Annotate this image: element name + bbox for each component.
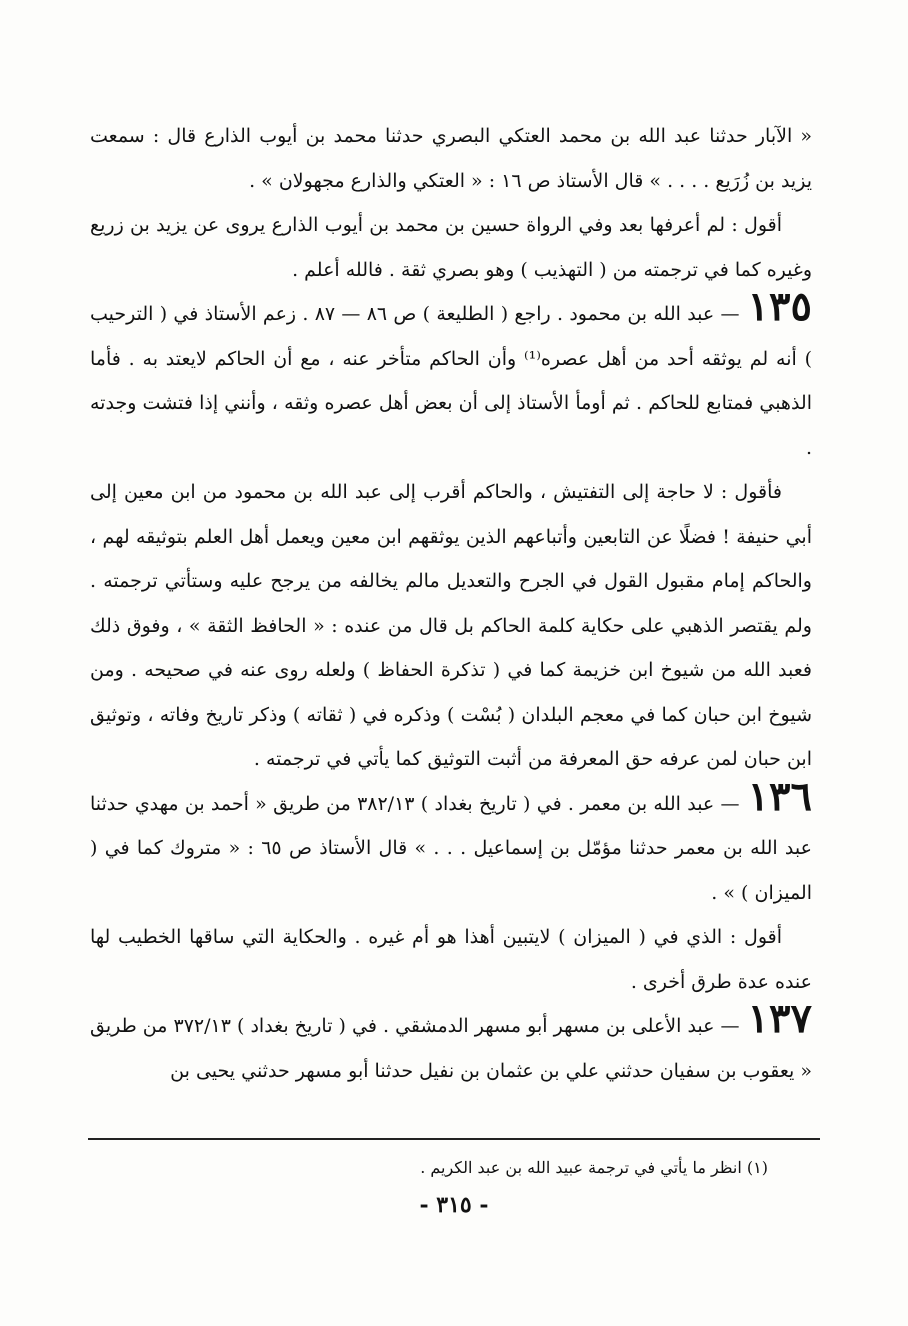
entry-number: ١٣٥ [747,283,812,330]
entry-137 [90,995,812,1093]
paragraph-6 [90,915,812,1004]
paragraph-text: — عبد الله بن محمود . راجع ( الطليعة ) ص ٨٦ — ٨٧ . زعم الأستاذ في ( الترحيب ) أنه لم يوثقه أحد من أهل عصره⁽¹⁾ وأن الحاكم متأخر عنه ، مع أن الحاكم لايعتد به . فأما الذهبي فمتابع للحاكم . ثم أومأ الأستاذ إلى أن بعض أهل عصره وثقه ، وأنني إذا فتشت وجدته . [90,303,812,459]
paragraph-text: أقول : لم أعرفها بعد وفي الرواة حسين بن محمد بن أيوب الذارع يروى عن يزيد بن زريع وغيره كما في ترجمته من ( التهذيب ) وهو بصري ثقة . فالله أعلم . [90,214,812,281]
paragraph-2 [90,203,812,292]
footnote-divider [88,1138,820,1140]
entry-136 [90,772,813,916]
paragraph-1 [90,114,812,203]
entry-number: ١٣٦ [747,772,813,820]
footnote: (١) انظر ما يأتي في ترجمة عبيد الله بن عبد الكريم . [420,1158,768,1177]
paragraph-text: فأقول : لا حاجة إلى التفتيش ، والحاكم أقرب إلى عبد الله بن محمود من ابن معين إلى أبي حنيفة ! فضلًا عن التابعين وأتباعهم الذين يوثقهم ابن معين ويعمل أهل العلم بتوثيقه لهم ، والحاكم إمام مقبول القول في الجرح والتعديل مالم يخالفه من يرجح عليه وستأتي ترجمته . ولم يقتصر الذهبي على حكاية كلمة الحاكم بل قال من عنده : « الحافظ الثقة » ، وفوق ذلك فعبد الله من شيوخ ابن خزيمة كما في ( تذكرة الحفاظ ) ولعله روى عنه في صحيحه . ومن شيوخ ابن حبان كما في معجم البلدان ( بُسْت ) وذكره في ( ثقاته ) وذكر تاريخ وفاته ، وتوثيق ابن حبان لمن عرفه حق المعرفة من أثبت التوثيق كما يأتي في ترجمته . [90,481,812,770]
paragraph-text: — عبد الأعلى بن مسهر أبو مسهر الدمشقي . في ( تاريخ بغداد ) ٣٧٢/١٣ من طريق « يعقوب بن سفيان حدثني علي بن عثمان بن نفيل حدثنا أبو مسهر حدثني يحيى بن [90,1015,812,1082]
page-number: - ٣١٥ - [419,1192,489,1218]
paragraph-text: « الآبار حدثنا عبد الله بن محمد العتكي البصري حدثنا محمد بن أيوب الذارع قال : سمعت يزيد بن زُرَيع . . . . » قال الأستاذ ص ١٦ : « العتكي والذارع مجهولان » . [90,125,812,192]
paragraph-text: أقول : الذي في ( الميزان ) لايتبين أهذا هو أم غيره . والحكاية التي ساقها الخطيب لها عنده عدة طرق أخرى . [90,926,812,993]
entry-135 [90,283,812,470]
entry-number: ١٣٧ [747,995,812,1042]
paragraph-text: — عبد الله بن معمر . في ( تاريخ بغداد ) ٣٨٢/١٣ من طريق « أحمد بن مهدي حدثنا عبد الله بن معمر حدثنا مؤمّل بن إسماعيل . . . » قال الأستاذ ص ٦٥ : « متروك كما في ( الميزان ) » . [90,792,812,904]
body-text [90,114,812,1093]
paragraph-4 [90,470,812,782]
